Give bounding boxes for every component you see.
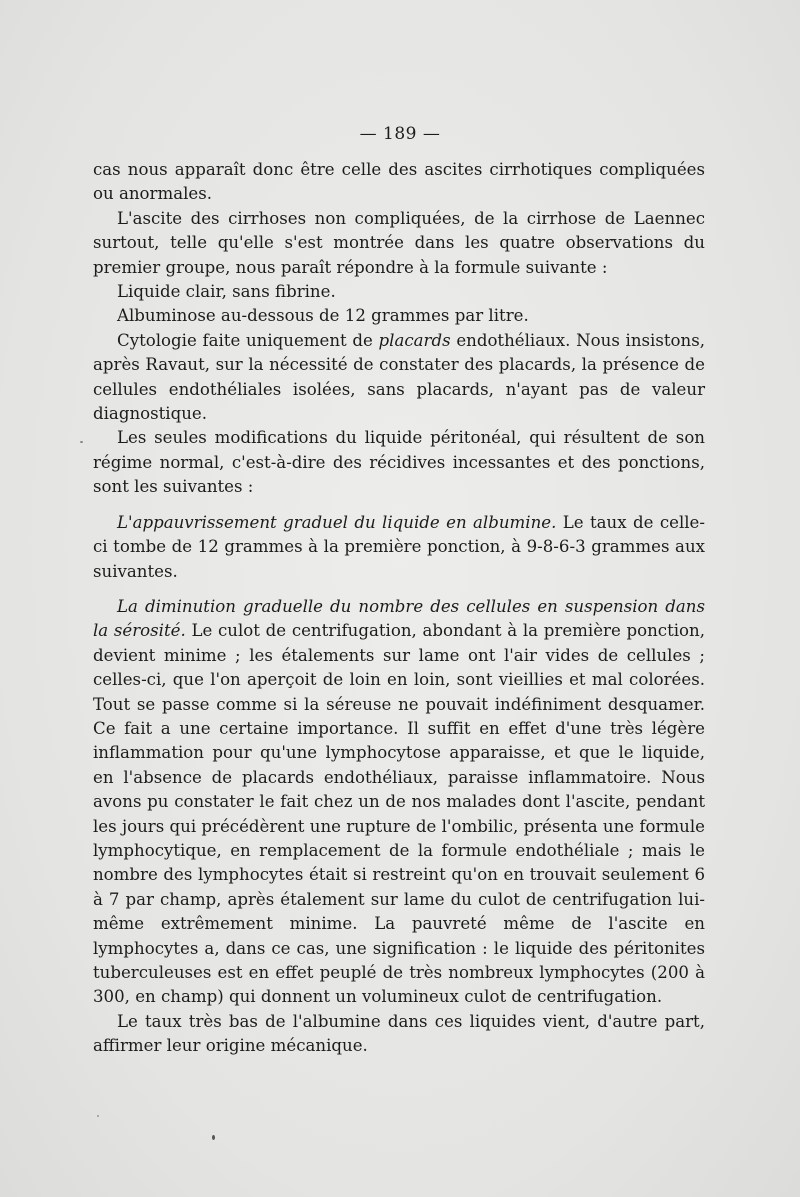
scan-speck bbox=[80, 441, 83, 443]
paragraph-mechanical-origin: Le taux très bas de l'albumine dans ces liquides vient, d'autre part, affirmer leur origine mécanique. bbox=[93, 1011, 705, 1056]
albumin-heading-italic: L'appauvrissement graduel du liquide en albumine. bbox=[117, 512, 557, 532]
paragraph-laennec-ascites: L'ascite des cirrhoses non compliquées, de la cirrhose de Laennec surtout, telle qu'elle s'est montrée dans les quatre observations du premier groupe, nous paraît répondre à la formule suivante : bbox=[93, 208, 705, 277]
cytology-text-start: Cytologie faite uniquement de bbox=[117, 330, 379, 350]
cytology-text-end: endothéliaux. Nous insistons, après Ravaut, sur la nécessité de constater des placards, la présence de cellules endothéliales isolées, sans placards, n'ayant pas de valeur diagnostique. bbox=[93, 330, 705, 424]
page-number: — 189 — bbox=[359, 124, 441, 144]
paragraph-clear-liquid: Liquide clair, sans fibrine. bbox=[117, 282, 336, 302]
paragraph-continuation: cas nous apparaît donc être celle des ascites cirrhotiques compliquées ou anormales. bbox=[93, 160, 705, 204]
scan-speck bbox=[212, 1135, 215, 1140]
albumin-text: Le taux de celle-ci tombe de 12 grammes à la première ponction, à 9-8-6-3 grammes aux suivantes. bbox=[93, 512, 705, 581]
paragraph-modifications: Les seules modifications du liquide péritonéal, qui résultent de son régime normal, c'est-à-dire des récidives incessantes et des ponctions, sont les suivantes : bbox=[93, 428, 705, 497]
cell-text: Le culot de centrifugation, abondant à la première ponction, devient minime ; les étalements sur lame ont l'air vides de cellules ; celles-ci, que l'on aperçoit de loin en loin, sont vieillies et mal colorées. Tout se passe comme si la séreuse ne pouvait indéfiniment desquamer. Ce fait a une certaine importance. Il suffit en effet d'une très légère inflammation pour qu'une lymphocytose apparaisse, et que le liquide, en l'absence de placards endothéliaux, paraisse inflammatoire. Nous avons pu constater le fait chez un de nos malades dont l'ascite, pendant les jours qui précédèrent une rupture de l'ombilic, présenta une formule lymphocytique, en remplacement de la formule endothéliale ; mais le nombre des lymphocytes était si restreint qu'on en trouvait seulement 6 à 7 par champ, après étalement sur lame du culot de centrifugation lui-même extrêmement minime. La pauvreté même de l'ascite en lymphocytes a, dans ce cas, une signification : le liquide des péritonites tuberculeuses est en effet peuplé de très nombreux lymphocytes (200 à 300, en champ) qui donnent un volumineux culot de centrifugation. bbox=[93, 621, 705, 1007]
paragraph-cell-reduction bbox=[93, 595, 705, 1010]
body-text bbox=[93, 158, 705, 1059]
placards-italic: placards bbox=[378, 330, 451, 350]
cell-heading-italic: La diminution graduelle du nombre des cellules en suspension dans la sérosité. bbox=[93, 596, 705, 641]
scan-speck bbox=[97, 1115, 99, 1117]
paragraph-albumin-impoverishment bbox=[93, 511, 705, 584]
paragraph-cytology bbox=[93, 329, 705, 427]
paragraph-albuminose: Albuminose au-dessous de 12 grammes par litre. bbox=[117, 306, 529, 326]
